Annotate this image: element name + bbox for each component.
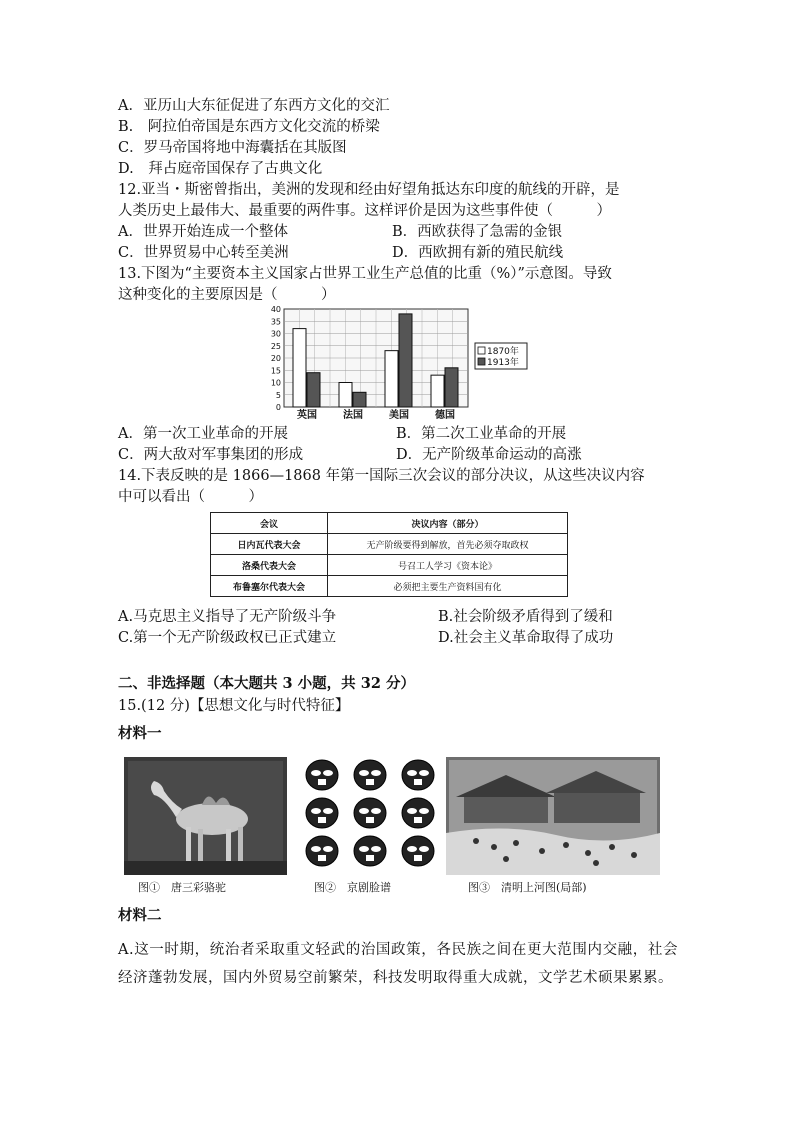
table-cell-meeting: 日内瓦代表大会: [211, 534, 328, 555]
table-cell-meeting: 洛桑代表大会: [211, 555, 328, 576]
y-tick-label: 35: [270, 317, 281, 327]
q13-stem-line1: 13.下图为“主要资本主义国家占世界工业生产总值的比重（%）”示意图。导致: [118, 266, 612, 282]
bar-1870: [431, 375, 444, 407]
bar-1870: [385, 351, 398, 407]
q12-option-d: D．西欧拥有新的殖民航线: [392, 245, 564, 261]
industry-share-bar-chart: [262, 305, 532, 423]
table-header-content: 决议内容（部分）: [328, 513, 568, 534]
q11-option-c: C．罗马帝国将地中海囊括在其版图: [118, 140, 347, 156]
q14-stem-line1: 14.下表反映的是 1866—1868 年第一国际三次会议的部分决议，从这些决议内容: [118, 468, 645, 484]
material-two-label: 材料二: [118, 907, 162, 924]
figure-tang-camel: [124, 757, 287, 897]
y-tick-label: 15: [270, 366, 281, 376]
y-tick-label: 30: [270, 329, 281, 339]
bar-1913: [353, 392, 366, 407]
figure-opera-masks: [296, 757, 444, 897]
section2-title: 二、非选择题（本大题共 3 小题，共 32 分）: [118, 675, 415, 692]
q13-stem-line2: 这种变化的主要原因是（ ）: [118, 287, 336, 303]
q11-option-b: B. 阿拉伯帝国是东西方文化交流的桥梁: [118, 119, 380, 135]
legend-swatch: [478, 358, 485, 365]
q12-stem-line1: 12.亚当・斯密曾指出，美洲的发现和经由好望角抵达东印度的航线的开辟，是: [118, 182, 620, 198]
q14-option-b: B.社会阶级矛盾得到了缓和: [438, 609, 613, 625]
bar-1870: [339, 383, 352, 408]
q13-option-c: C．两大敌对军事集团的形成: [118, 447, 304, 463]
q14-option-d: D.社会主义革命取得了成功: [438, 630, 614, 646]
table-cell-content: 必须把主要生产资料国有化: [328, 576, 568, 597]
figure-qingming-scroll: [446, 757, 660, 897]
table-header-row: [211, 513, 568, 534]
q14-option-a: A.马克思主义指导了无产阶级斗争: [118, 609, 337, 625]
table-row: [211, 534, 568, 555]
figure-caption: 图③ 清明上河图(局部): [468, 881, 587, 894]
q13-option-b: B．第二次工业革命的开展: [396, 426, 567, 442]
bar-1913: [307, 373, 320, 407]
legend-label: 1913年: [487, 358, 519, 368]
q15-stem: 15.(12 分)【思想文化与时代特征】: [118, 698, 350, 714]
material-two-text: A.这一时期，统治者采取重文轻武的治国政策，各民族之间在更大范围内交融，社会经济蓬勃发展，国内外贸易空前繁荣，科技发明取得重大成就，文学艺术硕果累累。: [118, 942, 678, 986]
x-tick-label: 法国: [343, 410, 363, 421]
table-cell-meeting: 布鲁塞尔代表大会: [211, 576, 328, 597]
y-tick-label: 20: [270, 354, 281, 363]
y-tick-label: 10: [270, 378, 281, 388]
qingming-painting-icon: [446, 757, 660, 875]
figure-caption: 图② 京剧脸谱: [314, 881, 391, 894]
q11-option-a: A．亚历山大东征促进了东西方文化的交汇: [118, 98, 390, 114]
bar-1913: [445, 368, 458, 407]
q12-option-a: A．世界开始连成一个整体: [118, 224, 288, 240]
legend-label: 1870年: [487, 347, 519, 357]
q12-option-c: C．世界贸易中心转至美洲: [118, 245, 289, 261]
legend-swatch: [478, 347, 485, 354]
x-tick-label: 英国: [297, 410, 317, 421]
y-tick-label: 40: [270, 305, 281, 314]
bar-1913: [399, 314, 412, 407]
camel-image-icon: [124, 757, 287, 875]
y-tick-label: 0: [275, 403, 281, 412]
x-tick-label: 美国: [389, 410, 409, 421]
q14-stem-line2: 中可以看出（ ）: [118, 489, 263, 505]
table-cell-content: 号召工人学习《资本论》: [328, 555, 568, 576]
figure-caption: 图① 唐三彩骆驼: [138, 881, 226, 894]
q14-option-c: C.第一个无产阶级政权已正式建立: [118, 630, 337, 646]
y-tick-label: 25: [270, 341, 281, 351]
material-one-label: 材料一: [118, 725, 162, 742]
y-tick-label: 5: [275, 390, 281, 400]
table-cell-content: 无产阶级要得到解放，首先必须夺取政权: [328, 534, 568, 555]
table-header-meeting: 会议: [211, 513, 328, 534]
x-tick-label: 德国: [435, 410, 455, 421]
q12-stem-line2: 人类历史上最伟大、最重要的两件事。这样评价是因为这些事件使（ ）: [118, 203, 611, 219]
q11-option-d: D. 拜占庭帝国保存了古典文化: [118, 161, 323, 177]
opera-mask-grid-icon: [296, 757, 444, 875]
q12-option-b: B．西欧获得了急需的金银: [392, 224, 563, 240]
q13-option-d: D．无产阶级革命运动的高涨: [396, 447, 582, 463]
table-row: [211, 576, 568, 597]
resolutions-table: [210, 512, 568, 597]
bar-1870: [293, 329, 306, 407]
table-row: [211, 555, 568, 576]
q13-option-a: A．第一次工业革命的开展: [118, 426, 288, 442]
